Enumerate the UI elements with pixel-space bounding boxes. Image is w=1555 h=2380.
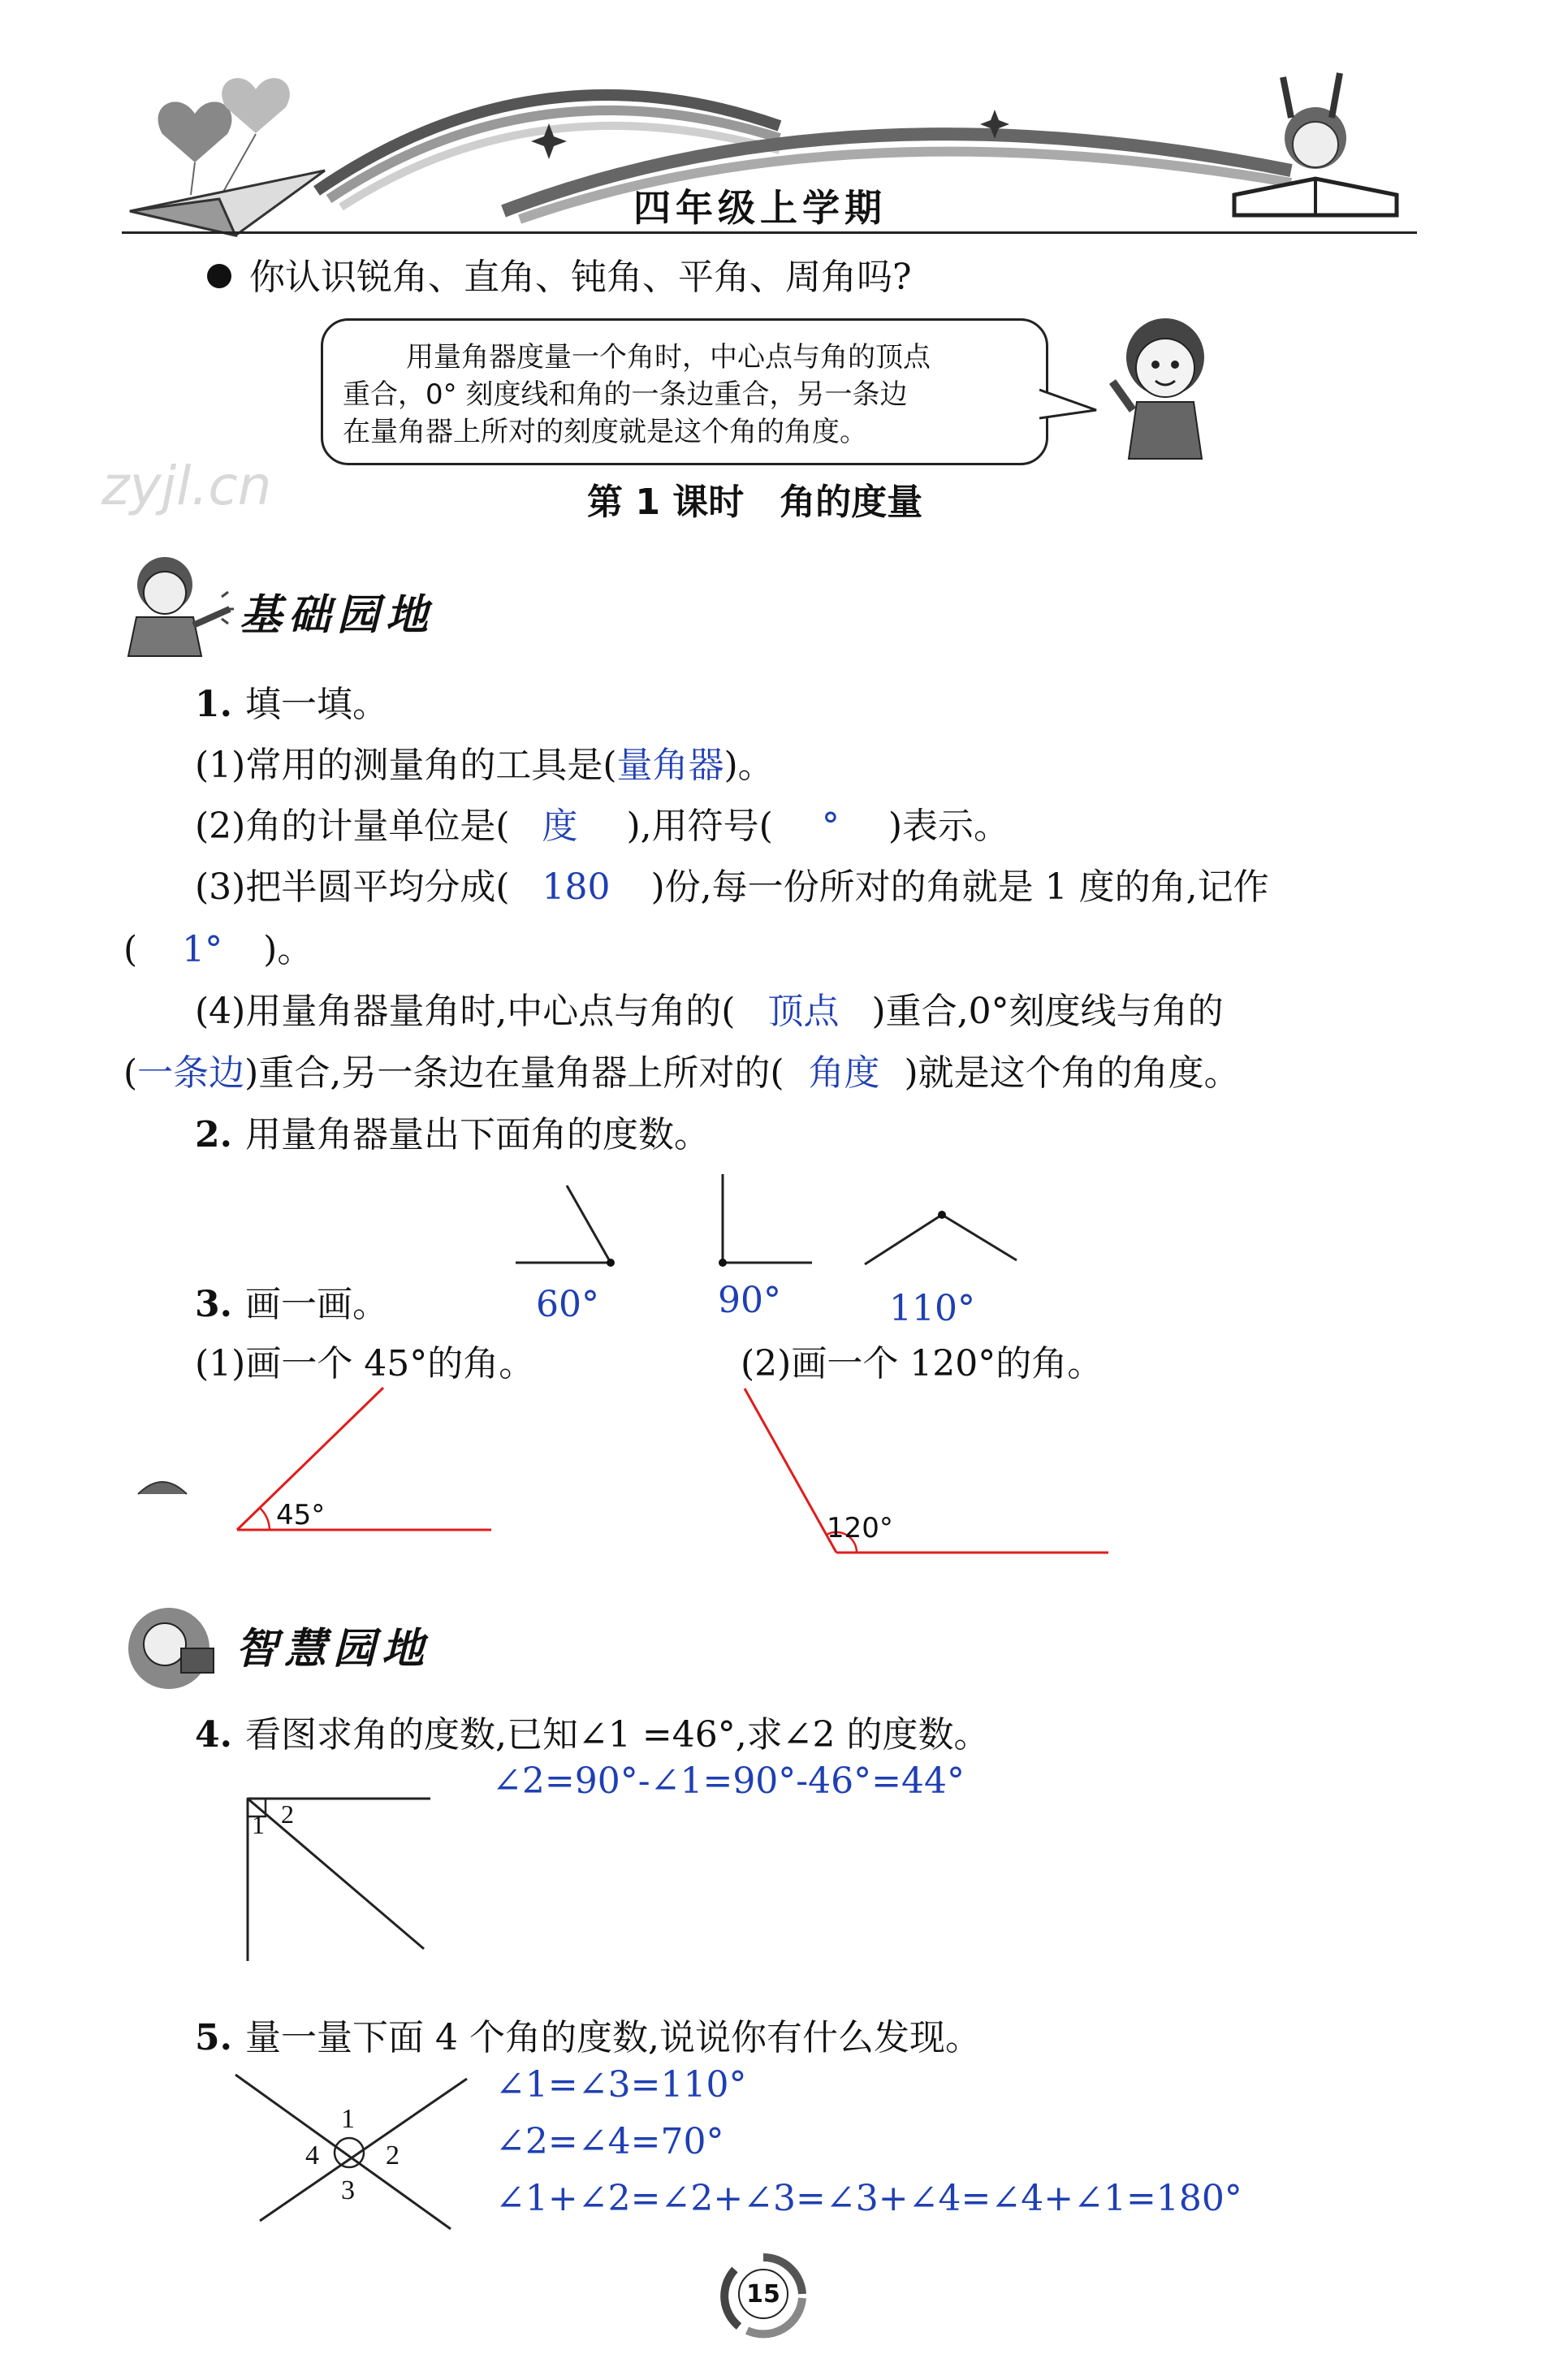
lesson-title: 第 1 课时 角的度量	[587, 482, 923, 523]
section-title-wisdom: 智慧园地	[235, 1625, 431, 1674]
q5-answer-1: ∠1=∠3=110°	[495, 2064, 747, 2106]
angle-90-figure	[719, 1174, 812, 1267]
answer-one-side: 一条边	[137, 1052, 245, 1094]
q3-sub-1: (1)画一个 45°的角。	[195, 1343, 535, 1384]
angle-60-figure	[516, 1186, 615, 1267]
character-remnant-icon	[138, 1482, 187, 1494]
drawn-angle-120-label: 120°	[827, 1512, 893, 1544]
answer-degree: 度	[542, 806, 578, 847]
student-character-icon	[120, 1604, 234, 1693]
q5-title: 量一量下面 4 个角的度数,说说你有什么发现。	[245, 2017, 981, 2058]
section-title-basic: 基础园地	[240, 591, 435, 640]
header-title: 四年级上学期	[633, 186, 887, 230]
q5-angle-3-label: 3	[341, 2175, 355, 2205]
q5-figure	[227, 2063, 487, 2257]
answer-vertex: 顶点	[767, 991, 840, 1032]
answer-angle: 角度	[808, 1052, 880, 1094]
q1-title: 填一填。	[245, 684, 388, 725]
q1-line-2: (2)角的计量单位是( 度 ),用符号( ° )表示。	[195, 806, 1009, 847]
q1-line-4b: (一条边)重合,另一条边在量角器上所对的( 角度 )就是这个角的角度。	[123, 1052, 1240, 1094]
q2-label: 2.	[195, 1114, 232, 1155]
drawn-angle-45-label: 45°	[276, 1499, 326, 1531]
boy-character-icon	[1108, 313, 1222, 463]
drawn-angle-45	[237, 1388, 491, 1530]
page-number: 15	[746, 2280, 780, 2309]
angle-110-figure	[865, 1211, 1017, 1264]
q2-answer-60: 60°	[536, 1284, 599, 1325]
q3-drawn-angles	[130, 1380, 1137, 1559]
q1-line-4: (4)用量角器量角时,中心点与角的( 顶点 )重合,0°刻度线与角的	[195, 991, 1224, 1032]
bullet-icon	[207, 264, 231, 288]
tip-line-3: 在量角器上所对的刻度就是这个角的角度。	[343, 416, 867, 448]
q4-label: 4.	[195, 1714, 232, 1756]
q5-answer-2: ∠2=∠4=70°	[495, 2121, 724, 2162]
tip-line-2: 重合，0° 刻度线和角的一条边重合，另一条边	[343, 378, 908, 411]
q2-answer-90: 90°	[718, 1280, 781, 1321]
tip-line-1: 用量角器度量一个角时，中心点与角的顶点	[406, 341, 931, 374]
answer-protractor: 量角器	[616, 745, 724, 786]
q4-angle-1-label: 1	[252, 1810, 265, 1839]
answer-symbol: °	[821, 806, 840, 847]
q5-angle-2-label: 2	[386, 2140, 400, 2171]
teacher-character-icon	[120, 552, 234, 658]
q3-label: 3.	[195, 1284, 232, 1325]
q2-title: 用量角器量出下面角的度数。	[245, 1114, 710, 1155]
header-rule	[122, 231, 1417, 234]
q5-answer-3: ∠1+∠2=∠2+∠3=∠3+∠4=∠4+∠1=180°	[495, 2178, 1242, 2219]
q1-line-3b: ( 1° )。	[123, 929, 313, 970]
q2-answer-110: 110°	[889, 1288, 975, 1329]
q3-sub-2: (2)画一个 120°的角。	[741, 1343, 1104, 1384]
q4-answer: ∠2=90°-∠1=90°-46°=44°	[492, 1760, 965, 1802]
answer-180: 180	[542, 866, 611, 908]
q5-label: 5.	[195, 2017, 232, 2058]
q4-title: 看图求角的度数,已知∠1 =46°,求∠2 的度数。	[245, 1714, 990, 1756]
q3-title: 画一画。	[245, 1284, 388, 1325]
q4-figure	[235, 1790, 447, 1969]
q1-line-1: (1)常用的测量角的工具是(量角器)。	[195, 745, 774, 786]
watermark: zyjl.cn	[102, 455, 272, 517]
bubble-tail-icon	[1039, 382, 1104, 430]
answer-1-degree: 1°	[182, 929, 223, 970]
q2-angle-figures	[512, 1169, 1031, 1283]
q1-label: 1.	[195, 684, 232, 725]
q5-angle-4-label: 4	[305, 2140, 319, 2171]
drawn-angle-120	[745, 1389, 1108, 1553]
q1-line-3: (3)把半圆平均分成( 180 )份,每一份所对的角就是 1 度的角,记作	[195, 866, 1269, 908]
q5-angle-1-label: 1	[341, 2104, 355, 2134]
q4-angle-2-label: 2	[281, 1799, 294, 1829]
intro-question: 你认识锐角、直角、钝角、平角、周角吗?	[249, 257, 912, 298]
